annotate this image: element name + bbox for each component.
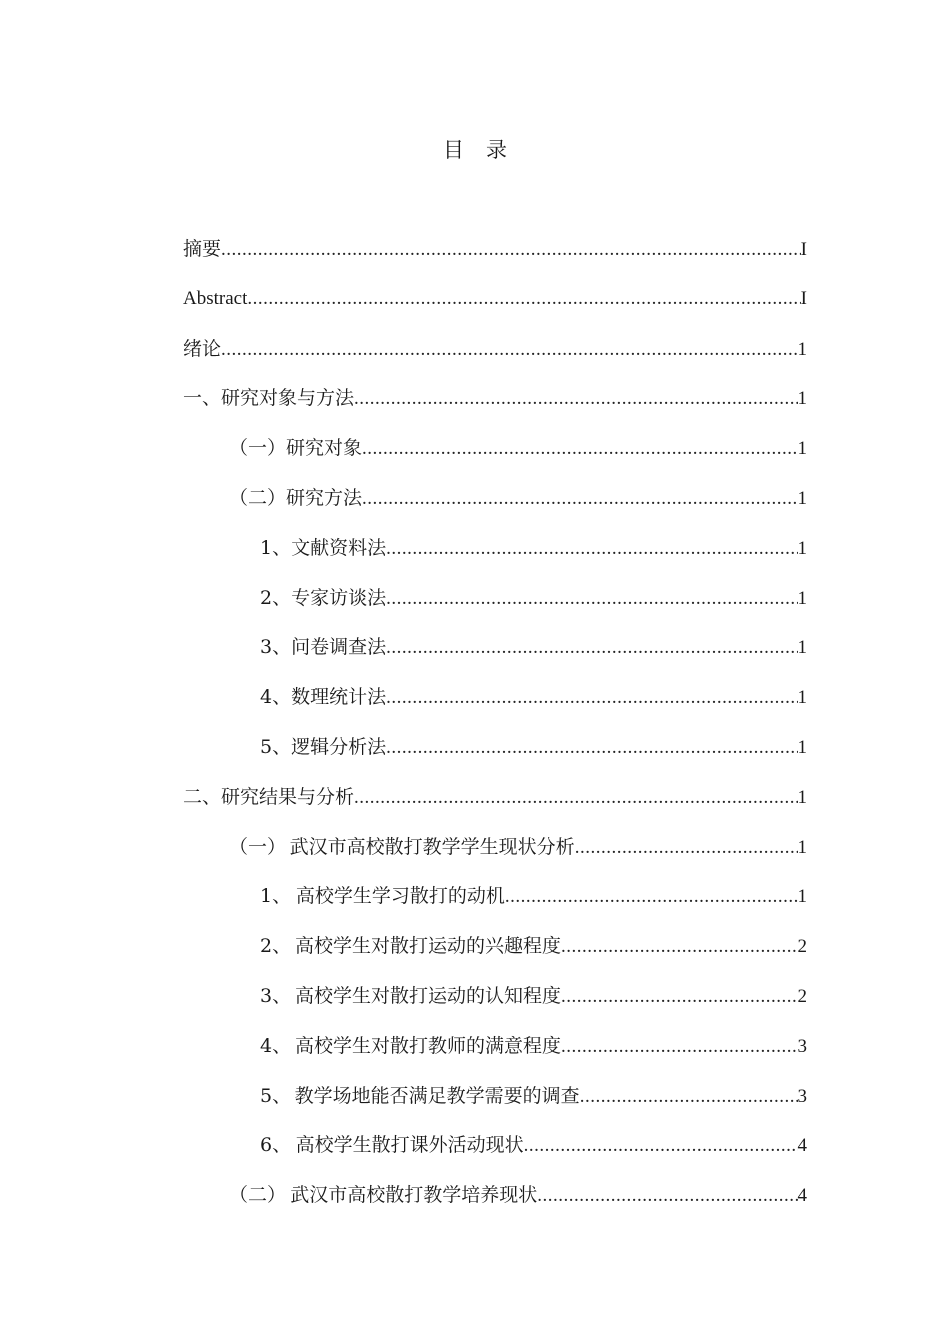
toc-entry[interactable]	[183, 728, 807, 778]
toc-entry-text: 高校学生对散打运动的认知程度	[294, 984, 561, 1007]
toc-entry[interactable]	[183, 828, 807, 878]
toc-entry[interactable]	[183, 579, 807, 629]
toc-entry[interactable]	[183, 927, 807, 977]
toc-entry-text: 数理统计法	[291, 686, 387, 709]
toc-page-number: 1	[797, 438, 807, 460]
toc-leader-dots	[537, 1177, 797, 1215]
toc-entry-text: 绪论	[183, 337, 222, 360]
toc-entry-text: 研究方法	[286, 486, 363, 509]
toc-entry[interactable]	[183, 877, 807, 927]
toc-leader-dots	[362, 430, 797, 468]
toc-page-number: 1	[797, 637, 807, 659]
toc-entry-text: 高校学生对散打教师的满意程度	[294, 1034, 561, 1057]
toc-page-number: 1	[797, 836, 807, 858]
toc-leader-dots	[386, 679, 797, 717]
toc-leader-dots	[386, 530, 797, 568]
toc-leader-dots	[561, 928, 798, 966]
toc-leader-dots	[561, 1028, 798, 1066]
toc-page-number: 3	[797, 1085, 807, 1107]
toc-entry-text: 研究对象	[286, 437, 363, 460]
toc-page-number: 1	[797, 587, 807, 609]
toc-page-number: 2	[797, 936, 807, 958]
toc-title: 目录	[443, 138, 529, 162]
toc-entry-text: 专家访谈法	[291, 586, 387, 609]
toc-leader-dots	[580, 1078, 798, 1116]
toc-entry-number: 3、	[260, 984, 292, 1007]
toc-entry-text: Abstract	[183, 287, 248, 309]
toc-entry-text: 文献资料法	[291, 536, 387, 559]
toc-entry-text: 高校学生对散打运动的兴趣程度	[294, 935, 561, 958]
toc-page-number: 1	[797, 736, 807, 758]
toc-entry-number: 3、	[260, 636, 292, 659]
toc-page-number: 1	[797, 338, 807, 360]
toc-page-number: 1	[797, 487, 807, 509]
toc-entry-number: 2、	[260, 935, 292, 958]
toc-entry-number: 5、	[260, 735, 292, 758]
toc-entry[interactable]	[183, 678, 807, 728]
toc-entry[interactable]	[183, 479, 807, 529]
toc-leader-dots	[561, 978, 798, 1016]
toc-entry[interactable]	[183, 230, 807, 280]
toc-leader-dots	[386, 629, 797, 667]
toc-entry-number: 二、	[183, 785, 222, 808]
toc-leader-dots	[221, 331, 797, 369]
toc-leader-dots	[575, 829, 798, 867]
toc-entry-number: （一）	[229, 437, 287, 460]
toc-entry-text: 高校学生散打课外活动现状	[295, 1134, 524, 1157]
toc-entry-number: 1、	[260, 885, 292, 908]
toc-leader-dots	[386, 580, 797, 618]
toc-entry-text: 摘要	[183, 238, 222, 260]
toc-entry[interactable]	[183, 628, 807, 678]
toc-leader-dots	[524, 1127, 798, 1165]
toc-entry-number: 4、	[260, 1034, 292, 1057]
toc-entry-number: 1、	[260, 536, 292, 559]
toc-entry[interactable]	[183, 280, 807, 330]
toc-page-number: 1	[797, 886, 807, 908]
toc-page-number: 1	[797, 388, 807, 410]
toc-entry[interactable]	[183, 977, 807, 1027]
toc-leader-dots	[362, 480, 797, 518]
toc-page-number: 1	[797, 687, 807, 709]
toc-entry-text: 研究结果与分析	[221, 785, 355, 808]
toc-entry[interactable]	[183, 1176, 807, 1226]
toc-page-number: 3	[797, 1035, 807, 1057]
toc-leader-dots	[505, 878, 798, 916]
toc-entry-text: 逻辑分析法	[291, 735, 387, 758]
table-of-contents	[183, 230, 807, 1226]
toc-entry-text: 武汉市高校散打教学学生现状分析	[289, 835, 575, 858]
toc-leader-dots	[247, 280, 800, 318]
toc-entry[interactable]	[183, 1027, 807, 1077]
toc-entry[interactable]	[183, 529, 807, 579]
toc-entry-number: 2、	[260, 586, 292, 609]
toc-leader-dots	[354, 779, 797, 817]
toc-page-number: 4	[797, 1135, 807, 1157]
toc-entry-number: （二）	[229, 1184, 287, 1207]
toc-entry[interactable]	[183, 1077, 807, 1127]
toc-entry-number: 5、	[260, 1084, 292, 1107]
toc-entry-number: 6、	[260, 1134, 292, 1157]
toc-entry-text: 武汉市高校散打教学培养现状	[290, 1184, 538, 1207]
toc-page-number: 4	[797, 1185, 807, 1207]
toc-entry-number: 一、	[183, 387, 222, 410]
toc-entry-text: 高校学生学习散打的动机	[295, 885, 505, 908]
toc-entry-number: 4、	[260, 686, 292, 709]
toc-entry[interactable]	[183, 1126, 807, 1176]
toc-page-number: 1	[797, 786, 807, 808]
toc-entry-number: （二）	[229, 486, 287, 509]
toc-entry-text: 研究对象与方法	[221, 387, 355, 410]
toc-page-number: I	[800, 287, 807, 309]
toc-leader-dots	[221, 231, 801, 269]
toc-page-number: I	[800, 239, 807, 260]
toc-entry[interactable]	[183, 379, 807, 429]
toc-entry-text: 问卷调查法	[291, 636, 387, 659]
toc-leader-dots	[386, 729, 797, 767]
toc-entry-number: （一）	[229, 835, 287, 858]
toc-entry-text: 教学场地能否满足教学需要的调查	[294, 1084, 580, 1107]
toc-leader-dots	[354, 380, 797, 418]
toc-entry[interactable]	[183, 330, 807, 380]
toc-page-number: 2	[797, 985, 807, 1007]
toc-entry[interactable]	[183, 429, 807, 479]
toc-page-number: 1	[797, 537, 807, 559]
toc-entry[interactable]	[183, 778, 807, 828]
